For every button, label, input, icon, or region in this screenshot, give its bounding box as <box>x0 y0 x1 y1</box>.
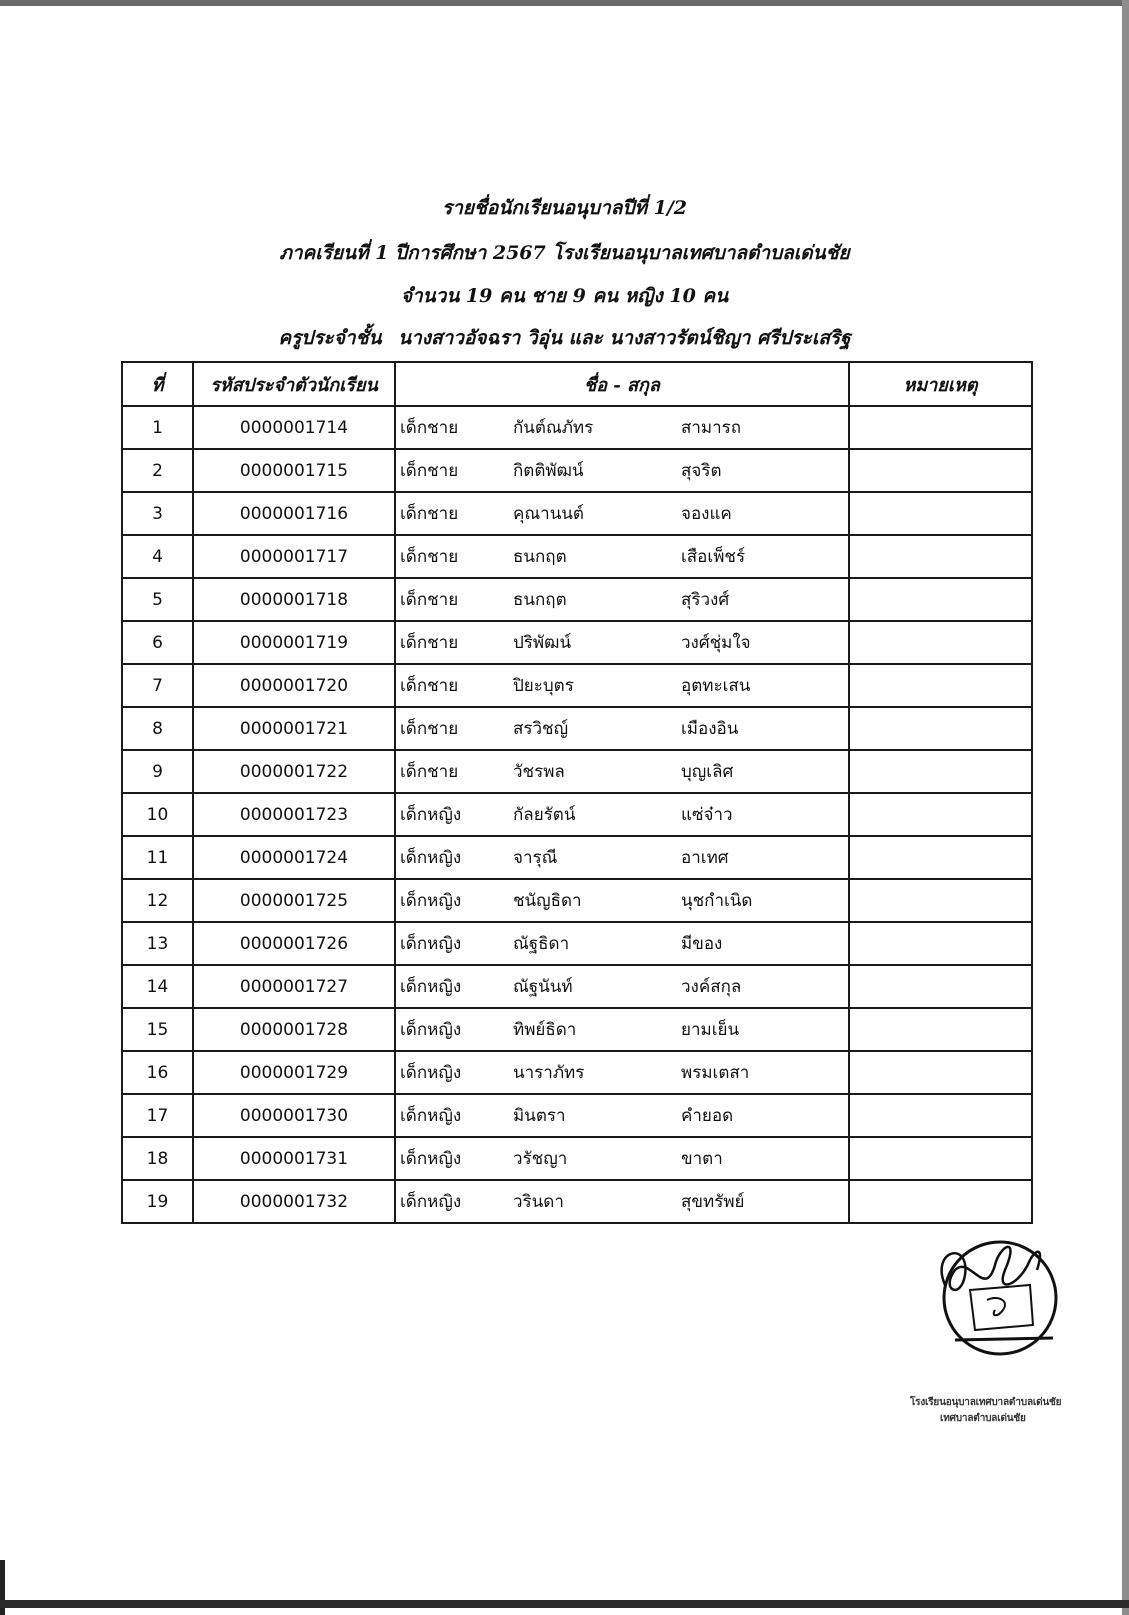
last-name: วงศ์ชุ่มใจ <box>681 633 751 653</box>
cell-full-name <box>395 621 849 664</box>
cell-note <box>849 1008 1032 1051</box>
term-school-line: ภาคเรียนที่ 1 ปีการศึกษา 2567 โรงเรียนอนุบาลเทศบาลตำบลเด่นชัย <box>279 242 850 264</box>
cell-no: 2 <box>122 449 193 492</box>
cell-full-name <box>395 965 849 1008</box>
last-name: มีของ <box>681 934 723 954</box>
cell-full-name <box>395 793 849 836</box>
school-stamp-text <box>910 1395 1120 1427</box>
cell-no: 6 <box>122 621 193 664</box>
cell-student-id: 0000001718 <box>193 578 395 621</box>
cell-full-name <box>395 664 849 707</box>
cell-student-id: 0000001717 <box>193 535 395 578</box>
name-prefix: เด็กชาย <box>400 547 459 567</box>
cell-no: 3 <box>122 492 193 535</box>
first-name: กิตติพัฒน์ <box>513 461 584 481</box>
student-roster-table <box>121 361 1033 1224</box>
cell-student-id: 0000001725 <box>193 879 395 922</box>
table-row <box>122 492 1032 535</box>
first-name: วัชรพล <box>513 762 565 782</box>
cell-note <box>849 1094 1032 1137</box>
cell-no: 18 <box>122 1137 193 1180</box>
last-name: อุตทะเสน <box>681 676 751 696</box>
table-row <box>122 1051 1032 1094</box>
cell-no: 14 <box>122 965 193 1008</box>
cell-note <box>849 836 1032 879</box>
document-title: รายชื่อนักเรียนอนุบาลปีที่ 1/2 <box>442 197 687 219</box>
first-name: นาราภัทร <box>513 1063 585 1083</box>
name-prefix: เด็กหญิง <box>400 848 462 868</box>
cell-student-id: 0000001722 <box>193 750 395 793</box>
last-name: สุจริต <box>681 461 722 481</box>
name-prefix: เด็กหญิง <box>400 1106 462 1126</box>
cell-student-id: 0000001731 <box>193 1137 395 1180</box>
table-row <box>122 707 1032 750</box>
cell-student-id: 0000001719 <box>193 621 395 664</box>
cell-student-id: 0000001727 <box>193 965 395 1008</box>
first-name: กัลยรัตน์ <box>513 805 576 825</box>
homeroom-teacher-line <box>0 323 1129 353</box>
cell-note <box>849 879 1032 922</box>
cell-student-id: 0000001716 <box>193 492 395 535</box>
first-name: ธนกฤต <box>513 590 567 610</box>
cell-note <box>849 621 1032 664</box>
name-prefix: เด็กชาย <box>400 719 459 739</box>
last-name: สามารถ <box>681 418 742 438</box>
cell-note <box>849 1180 1032 1223</box>
first-name: มินตรา <box>513 1106 566 1126</box>
last-name: เสือเพ็ชร์ <box>681 547 746 567</box>
first-name: ปริพัฒน์ <box>513 633 572 653</box>
cell-full-name <box>395 449 849 492</box>
cell-note <box>849 1137 1032 1180</box>
table-row <box>122 1094 1032 1137</box>
cell-no: 5 <box>122 578 193 621</box>
first-name: จารุณี <box>513 848 558 868</box>
cell-student-id: 0000001732 <box>193 1180 395 1223</box>
cell-full-name <box>395 836 849 879</box>
cell-student-id: 0000001721 <box>193 707 395 750</box>
name-prefix: เด็กชาย <box>400 504 459 524</box>
table-row <box>122 793 1032 836</box>
name-prefix: เด็กหญิง <box>400 1192 462 1212</box>
cell-no: 8 <box>122 707 193 750</box>
teacher-names: นางสาวอัจฉรา วิอุ่น และ นางสาวรัตน์ชิญา ศรีประเสริฐ <box>398 327 851 349</box>
table-row <box>122 1180 1032 1223</box>
cell-student-id: 0000001730 <box>193 1094 395 1137</box>
cell-student-id: 0000001720 <box>193 664 395 707</box>
cell-no: 13 <box>122 922 193 965</box>
stamp-line-municipality: เทศบาลตำบลเด่นชัย <box>940 1413 1026 1424</box>
cell-full-name <box>395 492 849 535</box>
column-header-note: หมายเหตุ <box>849 362 1032 406</box>
cell-no: 16 <box>122 1051 193 1094</box>
table-row <box>122 836 1032 879</box>
stamp-line-school: โรงเรียนอนุบาลเทศบาลตำบลเด่นชัย <box>910 1397 1062 1408</box>
cell-note <box>849 1051 1032 1094</box>
cell-note <box>849 750 1032 793</box>
cell-student-id: 0000001723 <box>193 793 395 836</box>
cell-note <box>849 492 1032 535</box>
name-prefix: เด็กชาย <box>400 461 459 481</box>
table-row <box>122 578 1032 621</box>
teacher-label: ครูประจำชั้น <box>278 327 382 349</box>
cell-note <box>849 922 1032 965</box>
name-prefix: เด็กหญิง <box>400 1020 462 1040</box>
table-row <box>122 406 1032 449</box>
cell-student-id: 0000001726 <box>193 922 395 965</box>
table-body <box>122 406 1032 1223</box>
cell-full-name <box>395 1180 849 1223</box>
name-prefix: เด็กชาย <box>400 590 459 610</box>
cell-note <box>849 664 1032 707</box>
name-prefix: เด็กชาย <box>400 676 459 696</box>
student-count-line: จำนวน 19 คน ชาย 9 คน หญิง 10 คน <box>400 285 729 307</box>
column-header-name: ชื่อ - สกุล <box>395 362 849 406</box>
table-header-row <box>122 362 1032 406</box>
name-prefix: เด็กหญิง <box>400 1149 462 1169</box>
cell-note <box>849 793 1032 836</box>
table-row <box>122 1137 1032 1180</box>
name-prefix: เด็กชาย <box>400 633 459 653</box>
first-name: วรัชญา <box>513 1149 568 1169</box>
last-name: วงค์สกุล <box>681 977 742 997</box>
table-row <box>122 664 1032 707</box>
first-name: สรวิชญ์ <box>513 719 569 739</box>
last-name: คำยอด <box>681 1106 734 1126</box>
last-name: สุขทรัพย์ <box>681 1192 745 1212</box>
column-header-student-id: รหัสประจำตัวนักเรียน <box>193 362 395 406</box>
name-prefix: เด็กหญิง <box>400 805 462 825</box>
last-name: ขาตา <box>681 1149 723 1169</box>
last-name: นุชกำเนิด <box>681 891 753 911</box>
cell-no: 19 <box>122 1180 193 1223</box>
first-name: คุณานนต์ <box>513 504 584 524</box>
cell-full-name <box>395 1008 849 1051</box>
table-row <box>122 965 1032 1008</box>
first-name: ณัฐนันท์ <box>513 977 573 997</box>
last-name: เมืองอิน <box>681 719 739 739</box>
table-row <box>122 922 1032 965</box>
cell-student-id: 0000001724 <box>193 836 395 879</box>
cell-full-name <box>395 922 849 965</box>
first-name: วรินดา <box>513 1192 564 1212</box>
scan-edge-top <box>0 0 1129 6</box>
first-name: กันต์ณภัทร <box>513 418 594 438</box>
table-row <box>122 879 1032 922</box>
name-prefix: เด็กหญิง <box>400 934 462 954</box>
cell-full-name <box>395 750 849 793</box>
cell-full-name <box>395 406 849 449</box>
last-name: บุญเลิศ <box>681 762 734 782</box>
cell-full-name <box>395 1051 849 1094</box>
last-name: ยามเย็น <box>681 1020 740 1040</box>
cell-full-name <box>395 707 849 750</box>
cell-note <box>849 535 1032 578</box>
cell-full-name <box>395 1137 849 1180</box>
cell-student-id: 0000001728 <box>193 1008 395 1051</box>
cell-no: 9 <box>122 750 193 793</box>
name-prefix: เด็กหญิง <box>400 1063 462 1083</box>
first-name: ชนัญธิดา <box>513 891 582 911</box>
cell-note <box>849 449 1032 492</box>
cell-no: 1 <box>122 406 193 449</box>
cell-note <box>849 965 1032 1008</box>
cell-no: 17 <box>122 1094 193 1137</box>
cell-note <box>849 707 1032 750</box>
cell-no: 7 <box>122 664 193 707</box>
cell-note <box>849 578 1032 621</box>
cell-student-id: 0000001714 <box>193 406 395 449</box>
name-prefix: เด็กชาย <box>400 418 459 438</box>
cell-note <box>849 406 1032 449</box>
scan-edge-bottom <box>0 1600 1129 1608</box>
signature-stamp-image <box>925 1230 1075 1360</box>
last-name: พรมเตสา <box>681 1063 750 1083</box>
cell-full-name <box>395 1094 849 1137</box>
table-row <box>122 750 1032 793</box>
last-name: อาเทศ <box>681 848 729 868</box>
name-prefix: เด็กหญิง <box>400 977 462 997</box>
cell-no: 12 <box>122 879 193 922</box>
name-prefix: เด็กชาย <box>400 762 459 782</box>
first-name: ทิพย์ธิดา <box>513 1020 577 1040</box>
cell-no: 15 <box>122 1008 193 1051</box>
name-prefix: เด็กหญิง <box>400 891 462 911</box>
column-header-no: ที่ <box>122 362 193 406</box>
last-name: จองแค <box>681 504 732 524</box>
cell-no: 11 <box>122 836 193 879</box>
table-row <box>122 621 1032 664</box>
last-name: แซ่จ๋าว <box>681 805 733 825</box>
cell-student-id: 0000001729 <box>193 1051 395 1094</box>
table-row <box>122 535 1032 578</box>
table-row <box>122 449 1032 492</box>
cell-student-id: 0000001715 <box>193 449 395 492</box>
cell-no: 10 <box>122 793 193 836</box>
first-name: ธนกฤต <box>513 547 567 567</box>
first-name: ณัฐธิดา <box>513 934 570 954</box>
cell-no: 4 <box>122 535 193 578</box>
table-row <box>122 1008 1032 1051</box>
last-name: สุริวงศ์ <box>681 590 730 610</box>
cell-full-name <box>395 879 849 922</box>
first-name: ปิยะบุตร <box>513 676 574 696</box>
cell-full-name <box>395 578 849 621</box>
cell-full-name <box>395 535 849 578</box>
